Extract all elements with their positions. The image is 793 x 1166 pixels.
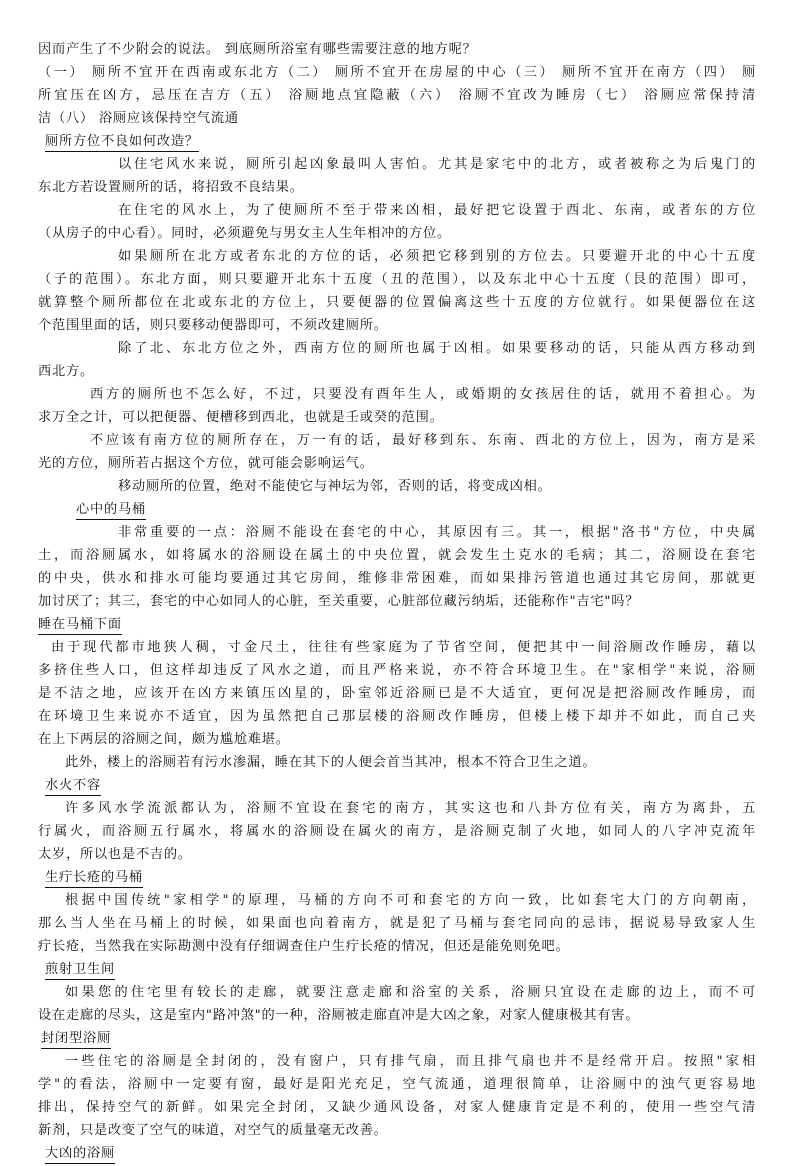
text-line: 一些住宅的浴厕是全封闭的，没有窗户，只有排气扇，而且排气扇也并不是经常开启。按照"家相: [65, 1054, 756, 1069]
section-heading-wrapper: [38, 774, 756, 797]
section-heading-wrapper: [38, 130, 756, 153]
section-heading-wrapper: [38, 498, 756, 521]
text-line: 行属火，而浴厕五行属水，将属水的浴厕设在属火的南方，是浴厕克制了火地，如同人的八字冲克流年: [38, 824, 756, 839]
text-line: 加讨厌了；其三，套宅的中心如同人的心脏，至关重要，心脏部位藏污纳垢，还能称作"吉宅"吗？: [38, 594, 640, 609]
text-line: 疔长疮，当然我在实际勘测中没有仔细调查住户生疔长疮的情况，但还是能免则免吧。: [38, 939, 570, 954]
section-heading-wrapper: [38, 613, 756, 636]
text-line: 在住宅的风水上，为了使厕所不至于带来凶相，最好把它设置于西北、东南，或者东的方位: [118, 203, 756, 218]
text-line: 以住宅风水来说，厕所引起凶象最叫人害怕。尤其是家宅中的北方，或者被称之为后鬼门的: [118, 157, 756, 172]
text-line: 在上下两层的浴厕之间，颇为尴尬难堪。: [38, 732, 290, 747]
text-line: 光的方位，厕所若占据这个方位，就可能会影响运气。: [38, 456, 374, 471]
text-line: 设在走廊的尽头，这是室内"路冲煞"的一种，浴厕被走廊直冲是大凶之象，对家人健康极其有害。: [38, 1008, 640, 1023]
text-line: 新剂，只是改变了空气的味道，对空气的质量毫无改善。: [38, 1123, 388, 1138]
text-line: 土，而浴厕属水，如将属水的浴厕设在属土的中央位置，就会发生土克水的毛病；其二，浴厕设在套宅: [38, 548, 756, 563]
text-line: （一） 厕所不宜开在西南或东北方（二） 厕所不宜开在房屋的中心（三） 厕所不宜开在南方（四） 厕: [38, 65, 756, 80]
text-line: 的中央，供水和排水可能均要通过其它房间，维修非常困难，而如果排污管道也通过其它房间，那就更: [38, 571, 756, 586]
section-heading: 煎射卫生间: [45, 960, 115, 980]
section-heading: 水火不容: [45, 776, 101, 796]
text-line: 洁（八） 浴厕应该保持空气流通: [38, 111, 239, 126]
section-heading: 生疔长疮的马桶: [45, 868, 143, 888]
text-line: 由于现代都市地狭人稠，寸金尺土，往往有些家庭为了节省空间，便把其中一间浴厕改作睡房，藉以: [51, 640, 756, 655]
section-heading: 心中的马桶: [76, 500, 146, 520]
text-line: 太岁，所以也是不吉的。: [38, 847, 192, 862]
text-line: 求万全之计，可以把便器、便槽移到西北，也就是壬或癸的范围。: [38, 410, 444, 425]
text-line: 个范围里面的话，则只要移动便器即可，不须改建厕所。: [38, 318, 388, 333]
text-line: （子的范围）。东北方面，则只要避开北东十五度（丑的范围），以及东北中心十五度（艮的范围）即可，: [38, 272, 756, 287]
section-heading: 睡在马桶下面: [38, 615, 122, 635]
section-heading: 大凶的浴厕: [45, 1144, 115, 1164]
section-heading-wrapper: [38, 1142, 756, 1165]
section-heading: 厕所方位不良如何改造？: [45, 132, 199, 152]
text-line: （从房子的中心看）。同时，必须避免与男女主人生年相冲的方位。: [38, 226, 452, 241]
section-heading-wrapper: [38, 866, 756, 889]
text-line: 多挤住些人口，但这样却违反了风水之道，而且严格来说，亦不符合环境卫生。在"家相学"来说，浴厕: [38, 663, 756, 678]
text-line: 移动厕所的位置，绝对不能使它与神坛为邻，否则的话，将变成凶相。: [118, 479, 552, 494]
text-line: 根据中国传统"家相学"的原理，马桶的方向不可和套宅的方向一致，比如套宅大门的方向朝南，: [65, 893, 756, 908]
text-line: 不应该有南方位的厕所存在，万一有的话，最好移到东、东南、西北的方位上，因为，南方是采: [90, 433, 756, 448]
section-heading-wrapper: [38, 1027, 756, 1050]
text-line: 排出，保持空气的新鲜。如果完全封闭，又缺少通风设备，对家人健康肯定是不利的，使用一些空气清: [38, 1100, 756, 1115]
text-line: 西北方。: [38, 364, 94, 379]
text-line: 学"的看法，浴厕中一定要有窗，最好是阳光充足，空气流通，道理很简单，让浴厕中的浊气更容易地: [38, 1077, 756, 1092]
text-line: 在环境卫生来说亦不适宜，因为虽然把自己那层楼的浴厕改作睡房，但楼上楼下却并不如此，而自己夹: [38, 709, 756, 724]
text-line: 是不洁之地，应该开在凶方来镇压凶星的，卧室邻近浴厕已是不大适宜，更何况是把浴厕改作睡房，而: [38, 686, 756, 701]
document-page: [38, 38, 756, 1165]
text-line: 所宜压在凶方，忌压在吉方（五） 浴厕地点宜隐蔽（六） 浴厕不宜改为睡房（七） 浴厕应常保持清: [38, 88, 756, 103]
text-line: 除了北、东北方位之外，西南方位的厕所也属于凶相。如果要移动的话，只能从西方移动到: [118, 341, 756, 356]
text-line: 如果厕所在北方或者东北的方位的话，必须把它移到别的方位去。只要避开北的中心十五度: [118, 249, 756, 264]
text-line: 许多风水学流派都认为，浴厕不宜设在套宅的南方，其实这也和八卦方位有关，南方为离卦，五: [65, 801, 756, 816]
text-line: 此外，楼上的浴厕若有污水渗漏，睡在其下的人便会首当其冲，根本不符合卫生之道。: [65, 755, 597, 770]
text-line: 那么当人坐在马桶上的时候，如果面也向着南方，就是犯了马桶与套宅同向的忌讳，据说易导致家人生: [38, 916, 756, 931]
text-line: 因而产生了不少附会的说法。 到底厕所浴室有哪些需要注意的地方呢？: [38, 42, 477, 57]
text-line: 非常重要的一点：浴厕不能设在套宅的中心，其原因有三。其一，根据"洛书"方位，中央属: [118, 525, 756, 540]
section-heading: 封闭型浴厕: [41, 1029, 111, 1049]
text-line: 就算整个厕所都位在北或东北的方位上，只要便器的位置偏离这些十五度的方位就行。如果便器位在这: [38, 295, 756, 310]
section-heading-wrapper: [38, 958, 756, 981]
text-line: 东北方若设置厕所的话，将招致不良结果。: [38, 180, 304, 195]
text-line: 西方的厕所也不怎么好，不过，只要没有酉年生人，或婚期的女孩居住的话，就用不着担心。为: [90, 387, 756, 402]
text-line: 如果您的住宅里有较长的走廊，就要注意走廊和浴室的关系，浴厕只宜设在走廊的边上，而不可: [65, 985, 756, 1000]
